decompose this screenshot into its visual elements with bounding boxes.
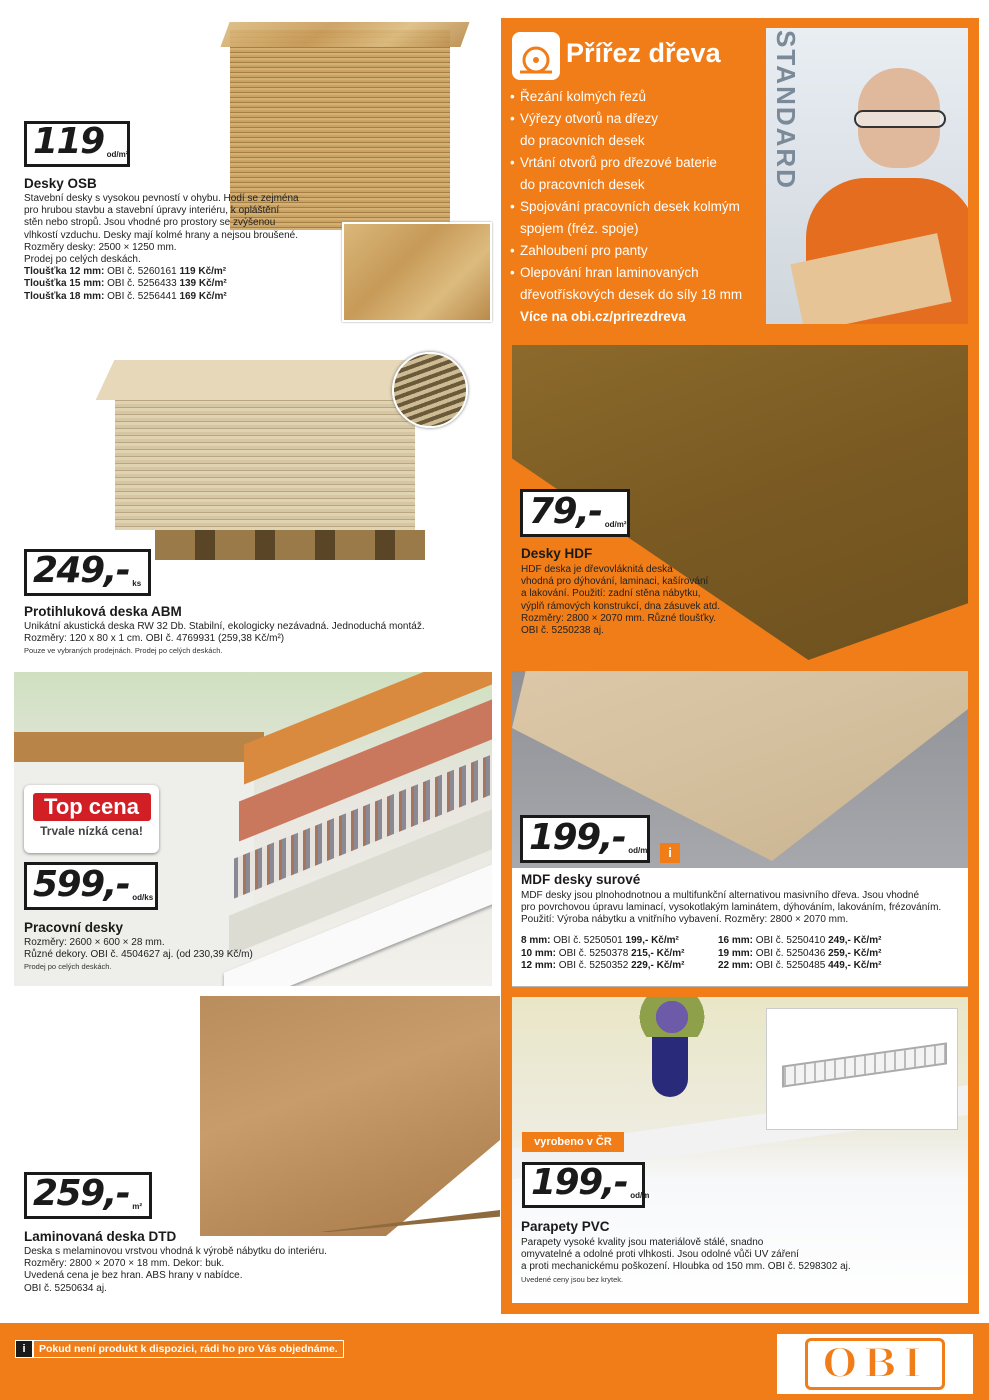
top-price-badge-title: Top cena — [33, 793, 151, 821]
service-item: • Vrtání otvorů pro dřezové baterie — [510, 155, 717, 170]
footer-info-icon: i — [16, 1341, 32, 1357]
dtd-price: 259,- m² — [24, 1172, 152, 1219]
service-title: Přířez dřeva — [566, 38, 721, 68]
worktops-desc: Rozměry: 2600 × 600 × 28 mm. Různé dekory. OBI č. 4504627 aj. (od 230,39 Kč/m) Prodej po celých deskách. — [24, 937, 253, 972]
worker-photo — [766, 28, 968, 324]
service-item: do pracovních desek — [520, 133, 645, 148]
osb-detail-image — [342, 222, 492, 322]
osb-price: 119 od/m² — [24, 121, 130, 167]
mdf-title: MDF desky surové — [521, 872, 641, 887]
abm-desc: Unikátní akustická deska RW 32 Db. Stabilní, ekologicky nezávadná. Jednoduchá montáž. Rozměry: 120 x 80 x 1 cm. OBI č. 4769931 (259,38 Kč/m²) Pouze ve vybraných prodejnách. Prodej po celých deskách. — [24, 621, 425, 656]
dtd-desc: Deska s melaminovou vrstvou vhodná k výrobě nábytku do interiéru. Rozměry: 2800 × 2070 × 18 mm. Dekor: buk. Uvedená cena je bez hran. ABS hrany v nabídce. OBI č. 5250634 aj. — [24, 1246, 327, 1294]
abm-detail-image — [392, 352, 468, 428]
mdf-desc: MDF desky jsou plnohodnotnou a multifunkční alternativou masivního dřeva. Jsou vhodné pro povrchovou úpravu laminací, vysokotlakým laminátem, dýhováním, lakováním, frézováním. Použití: Výroba nábytku a vnitřního vybavení. Rozměry: 2800 × 2070 mm. — [521, 890, 942, 926]
pvc-price: 199,- od/m — [522, 1162, 645, 1208]
service-link[interactable]: Více na obi.cz/prirezdreva — [520, 309, 686, 324]
hdf-title: Desky HDF — [521, 546, 593, 561]
dtd-title: Laminovaná deska DTD — [24, 1229, 177, 1244]
obi-logo: OBI — [777, 1334, 973, 1394]
worktops-price: 599,- od/ks — [24, 862, 158, 910]
service-item: • Zahloubení pro panty — [510, 243, 648, 258]
footer-info-box — [15, 1340, 344, 1358]
mdf-price: 199,- od/m² — [520, 815, 650, 863]
service-item: • Řezání kolmých řezů — [510, 89, 647, 104]
hdf-desc: HDF deska je dřevovláknitá deska vhodná pro dýhování, laminaci, kašírování a lakování. Použití: zadní stěna nábytku, výplň rámových konstrukcí, dna zásuvek atd. Rozměry: 2800 × 2070 mm. Různé tloušťky. OBI č. 5250238 aj. — [521, 564, 720, 637]
hdf-price: 79,- od/m² — [520, 489, 630, 537]
osb-title: Desky OSB — [24, 176, 97, 191]
made-in-badge: vyrobeno v ČR — [522, 1132, 624, 1152]
worktops-title: Pracovní desky — [24, 920, 124, 935]
top-price-badge — [24, 785, 159, 853]
service-list — [510, 86, 760, 328]
poster-text: STANDARD — [771, 30, 801, 190]
service-item: • Olepování hran laminovaných — [510, 265, 699, 280]
dtd-image — [200, 996, 500, 1236]
service-item: • Výřezy otvorů na dřezy — [510, 111, 659, 126]
footer-text: Pokud není produkt k dispozici, rádi ho pro Vás objednáme. — [34, 1341, 343, 1357]
service-item: dřevotřískových desek do síly 18 mm — [520, 287, 743, 302]
pvc-detail-image — [766, 1008, 958, 1130]
service-item: do pracovních desek — [520, 177, 645, 192]
abm-title: Protihluková deska ABM — [24, 604, 182, 619]
pvc-desc: Parapety vysoké kvality jsou materiálově stálé, snadno omyvatelné a odolné proti vlhkosti. Jsou odolné vůči UV záření a proti mechanickému poškození. Hloubka od 150 mm. OBI č. 5298302 aj. Uvedené ceny jsou bez krytek. — [521, 1237, 851, 1284]
top-price-badge-sub: Trvale nízká cena! — [40, 824, 143, 838]
saw-icon — [512, 32, 560, 80]
service-item: • Spojování pracovních desek kolmým — [510, 199, 740, 214]
mdf-info-icon[interactable]: i — [660, 843, 680, 863]
abm-price: 249,- ks — [24, 549, 151, 596]
mdf-variants: 8 mm: OBI č. 5250501 199,- Kč/m² 16 mm: OBI č. 5250410 249,- Kč/m² 10 mm: OBI č. 5250378 215,- Kč/m² 19 mm: OBI č. 5250436 259,- Kč/m² 12 mm: OBI č. 5250352 229,- Kč/m² 22 mm: OBI č. 5250485 449,- Kč/m² — [521, 935, 882, 971]
abm-image — [105, 360, 435, 570]
pvc-title: Parapety PVC — [521, 1219, 610, 1234]
osb-desc: Stavební desky s vysokou pevností v ohybu. Hodí se zejména pro hrubou stavbu a stavební úpravy interiéru, k opláštění stěn nebo stropů. Jsou vhodné pro prostory se zvýšenou vlhkostí vzduchu. Desky mají kolmé hrany a nejsou broušené. Rozměry desky: 2500 × 1250 mm. Prodej po celých deskách. Tloušťka 12 mm: OBI č. 5260161 119 Kč/m² Tloušťka 15 mm: OBI č. 5256433 139 Kč/m² Tloušťka 18 mm: OBI č. 5256441 169 Kč/m² — [24, 193, 299, 302]
service-item: spojem (fréz. spoje) — [520, 221, 639, 236]
